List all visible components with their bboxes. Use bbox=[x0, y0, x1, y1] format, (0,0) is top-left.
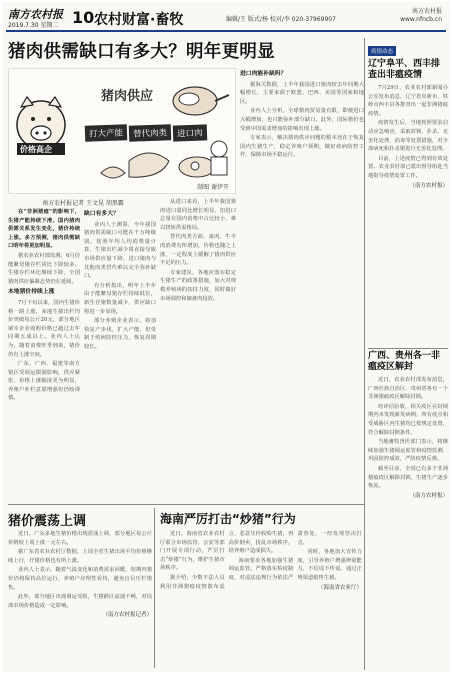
article-paragraph: 近日，农业农村部发布消息，广西壮族自治区、贵州省各有一个非洲猪瘟疫区解除封锁。 bbox=[368, 377, 448, 401]
article-paragraph: 据农业农村部监测，6月份能繁母猪存栏同比下降较多，生猪存栏环比继续下降，全国猪肉供应偏紧态势仍在延续。 bbox=[8, 252, 80, 285]
article-paragraph: 7月29日，农业农村部新闻办公室发布消息，辽宁省阜新市、铁岭市西丰县各排查出一起非洲猪瘟疫情。 bbox=[368, 85, 448, 117]
masthead-right-info bbox=[400, 8, 442, 25]
article-paragraph: 业内人士表示，随着气温变化和消费需求回暖，短期内猪价仍将保持高位运行，养殖户应理性看待，避免盲目压栏惜售。 bbox=[8, 567, 152, 591]
masthead bbox=[6, 6, 446, 32]
illustration-title: 猪肉供应 bbox=[101, 89, 154, 104]
article-paragraph: 专家表示，解决猪肉供应问题的根本还在于恢复国内生猪生产，稳定养殖户预期，做好疫病防控工作，保障市场平稳运行。 bbox=[240, 135, 364, 159]
article-paragraph: 截至目前，全国已有多个非洲猪瘟疫区解除封锁，生猪生产逐步恢复。 bbox=[368, 465, 448, 490]
pork-chop-icon bbox=[173, 87, 229, 115]
slogan-substitute-meat: 替代肉类 bbox=[129, 124, 172, 141]
newspaper-page bbox=[2, 2, 450, 672]
article-paragraph: 专家建议，各地应落实稳定生猪生产的政策措施，加大对规模养殖场的扶持力度，同时做好市场调控和储备肉投放。 bbox=[160, 269, 236, 302]
article-paragraph: 目前，上述疫情已得到有效处置。农业农村部已派出督导组赴当地指导疫情处置工作。 bbox=[368, 155, 448, 179]
article-paragraph: 经评估验收，相关疫区在封锁期内未发现新发病例，所有疫点和受威胁区内生猪均已按规定处置，符合解除封锁条件。 bbox=[368, 403, 448, 436]
slogan-expand-capacity: 打大产能 bbox=[85, 124, 128, 141]
masthead-right-info-2: www.nfncb.cn bbox=[400, 16, 442, 24]
article-paragraph: 疫情发生后，当地按照要求启动应急响应，采取封锁、扑杀、无害化处理、消毒等处置措施，对全部病死和扑杀猪进行无害化处理。 bbox=[368, 120, 448, 153]
article-subhead: 本地猪价持续上涨 bbox=[8, 289, 55, 296]
main-headline: 猪肉供需缺口有多大？明年更明显 bbox=[8, 42, 275, 62]
chef-character-icon bbox=[211, 141, 227, 175]
right-news-column bbox=[368, 38, 448, 670]
pig-cartoon-icon bbox=[17, 97, 65, 155]
illustration-credit: 制图 谢伊开 bbox=[197, 184, 229, 191]
article-credit: （海南省农业厅） bbox=[317, 584, 362, 591]
article-paragraph: 据广东省农业农村厅数据，上周全省生猪出场平均价格继续上行，仔猪价格也有所上涨。 bbox=[8, 549, 152, 564]
article-paragraph: 海南要求各地加强生猪调运监管，严格落实检疫制度，对违法违规行为依法严肃查处，一经发现坚决打击。 bbox=[228, 531, 362, 581]
article-paragraph: 此外，部分地区出现调运受阻，生猪跨区流通不畅，对局部市场价格造成一定影响。 bbox=[8, 594, 152, 609]
right-column-divider bbox=[368, 348, 448, 349]
bottom-mid-headline: 海南严厉打击“炒猪”行为 bbox=[160, 512, 296, 526]
illustration-slogans bbox=[85, 125, 207, 141]
right-article-2-body bbox=[368, 376, 448, 674]
article-paragraph: 从进口来看，上半年我国猪肉进口量同比增长明显，但进口总量在国内消费中占比较小，难以扭转供需格局。 bbox=[160, 199, 236, 231]
article-credit: （南方农村报） bbox=[409, 182, 448, 189]
right-column-tag: 疫情动态 bbox=[368, 46, 396, 56]
right-article-1-body bbox=[368, 84, 448, 346]
article-paragraph: 据海关数据，上半年我国进口猪肉较去年同期大幅增长，主要来源于欧盟、巴西、美国等国家和地区。 bbox=[240, 81, 364, 105]
article-column-3 bbox=[160, 198, 236, 500]
bottom-left-headline: 猪价震荡上调 bbox=[8, 514, 87, 529]
bottom-mid-article-body bbox=[160, 530, 362, 668]
column-divider bbox=[364, 38, 365, 670]
article-paragraph: 业内人士测算，今年我国猪肉供需缺口可能在千万吨级别。按照年均人均消费量计算，生猪出栏减少将直接导致市场供应量下降，进口猪肉与其他肉类替代难以完全弥补缺口。 bbox=[84, 221, 156, 280]
article-column-4 bbox=[240, 68, 364, 500]
section-title: 农村财富·畜牧 bbox=[94, 12, 184, 28]
illustration bbox=[8, 68, 236, 194]
slogan-imported-meat: 进口肉 bbox=[173, 124, 207, 141]
right-headline-2: 广西、贵州各一非瘟疫区解封 bbox=[368, 351, 441, 372]
article-paragraph: 有分析指出，明年上半年由于能繁母猪存栏持续低位，新生仔猪数量减少，供应缺口将进一步显现。 bbox=[84, 282, 156, 315]
masthead-right-info-1: 南方农村报 bbox=[411, 8, 442, 15]
right-headline-1: 辽宁阜平、西丰排查出非瘟疫情 bbox=[368, 59, 441, 80]
article-paragraph: 在“非洲猪瘟”的影响下，生猪产能持续下滑，国内猪肉供需关系发生变化，猪价持续上涨。多方预测，猪肉供需缺口明年将更加明显。 bbox=[8, 209, 80, 250]
article-paragraph: 近日，广东多地生猪价格出现震荡上调，部分地区每公斤价格较上周上涨一元左右。 bbox=[8, 531, 152, 546]
page-number: 10 bbox=[72, 8, 95, 27]
article-column-2 bbox=[84, 208, 156, 500]
issue-date: 2019.7.30 星期二 bbox=[8, 22, 59, 29]
bottom-left-article-body bbox=[8, 530, 152, 668]
article-subhead: 进口肉能补缺吗？ bbox=[240, 71, 287, 77]
article-paragraph: 近日，海南省农业农村厅联合市场监管、公安等部门开展专项行动，严厉打击“炒猪”行为，维护生猪市场秩序。 bbox=[160, 531, 225, 572]
article-credit: （南方农村报记者） bbox=[102, 612, 152, 619]
article-paragraph: 当地畜牧兽医部门表示，将继续加强生猪调运监管和疫情监测，巩固防控成效，严防疫情反弹。 bbox=[368, 439, 448, 463]
svg-text:价格高企: 价格高企 bbox=[20, 145, 52, 154]
article-paragraph: 替代肉类方面，禽肉、牛羊肉消费有所增加，价格也随之上涨，一定程度上缓解了猪肉供应不足的压力。 bbox=[160, 234, 236, 267]
article-byline: 南方农村报记者 王文晃 胡黑霸 bbox=[42, 200, 124, 207]
paper-name: 南方农村报 bbox=[8, 8, 63, 21]
meat-cuts-icon bbox=[101, 153, 215, 178]
article-paragraph: 业内人士分析，全球猪肉贸易量有限，即便进口大幅增加，也只能弥补部分缺口。此外，国际猪价也受到中国需求增加的影响出现上涨。 bbox=[240, 108, 364, 132]
article-column-1 bbox=[8, 208, 80, 500]
column-divider bbox=[154, 508, 155, 668]
editor-line: 编辑/王 版式/杨 校对/李 020-37969907 bbox=[226, 16, 336, 23]
article-subhead: 缺口有多大？ bbox=[84, 211, 119, 217]
article-paragraph: 据介绍，少数不法人员利用非洲猪瘟疫情散布谣言，恶意压价收购生猪，再高价倒卖，扰乱市场秩序，给养殖户造成损失。 bbox=[160, 531, 294, 590]
article-paragraph: 部分养殖企业表示，将加快复产步伐，扩大产能，但受制于疫病防控压力，恢复周期较长。 bbox=[84, 318, 156, 350]
article-paragraph: 同时，各地加大宣传力度，引导养殖户增强辨别能力，不信谣不传谣，通过正规渠道销售生猪。 bbox=[297, 549, 362, 581]
section-divider bbox=[8, 504, 364, 505]
article-credit: （南方农村报） bbox=[409, 492, 448, 499]
article-paragraph: 7月下旬以来，国内生猪价格一路上涨，多地生猪出栏均价突破每公斤20元，部分地区屠宰企业收购价格已超过去年同期五成以上。业内人士认为，随着消费旺季到来，猪价仍有上涨空间。 bbox=[8, 299, 80, 358]
article-paragraph: 广东、广西、福建等南方销区受调运限制影响，供应紧张，价格上涨幅度更为明显，养殖户补栏意愿增强但仍较谨慎。 bbox=[8, 361, 80, 402]
